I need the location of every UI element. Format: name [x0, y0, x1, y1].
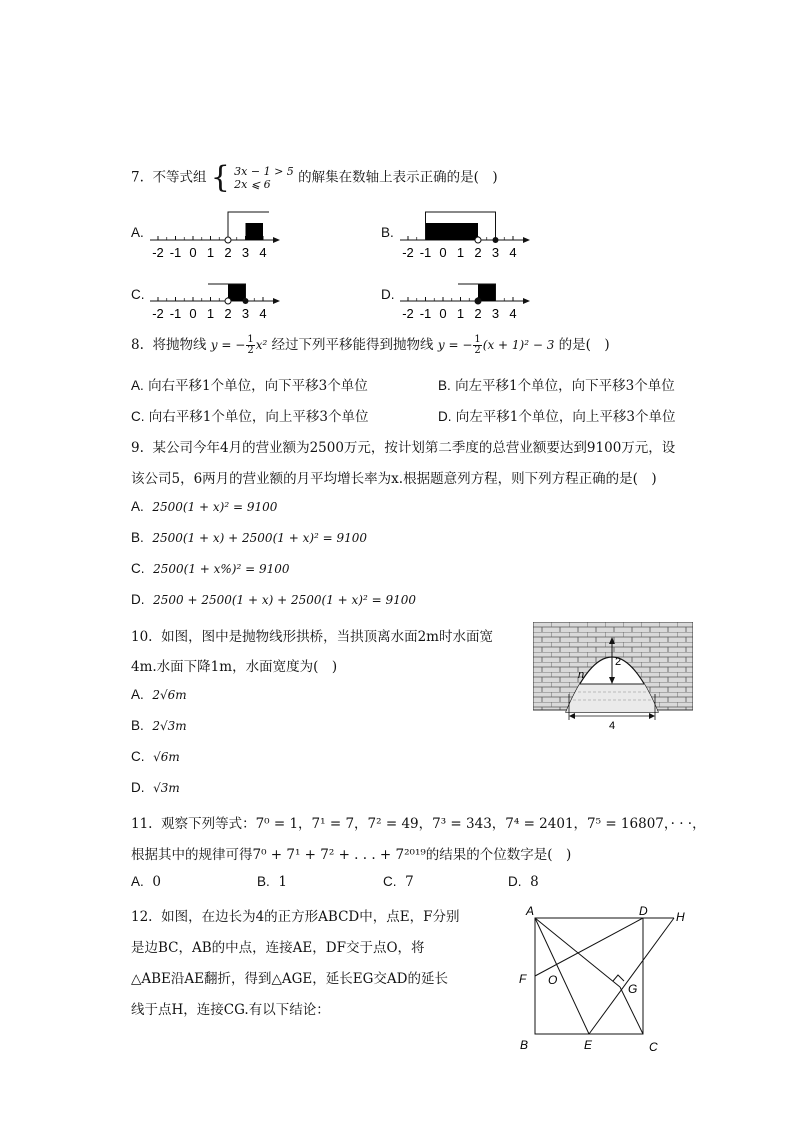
q10-stem-line-2: 4m.水面下降1m，水面宽度为( ) — [131, 659, 338, 675]
number-line-tick-label: -2 — [152, 306, 164, 321]
q10-option-c[interactable]: C. √6m — [131, 749, 180, 764]
right-angle-mark — [613, 975, 624, 981]
number-line-tick-label: 0 — [189, 245, 197, 260]
height-label: 2 — [615, 656, 622, 668]
svg-text:O: O — [548, 973, 558, 987]
q12-stem-line-1: 12. 如图，在边长为4的正方形ABCD中，点E，F分别 — [131, 909, 460, 925]
number-line-tick-label: 3 — [491, 306, 500, 321]
solution-shade — [426, 223, 479, 240]
q11-option-d[interactable]: D. 8 — [508, 874, 539, 890]
solid-dot — [493, 237, 499, 243]
q7-option-a-label[interactable]: A. — [131, 225, 144, 240]
q12-stem-line-3: △ABE沿AE翻折，得到△AGE，延长EG交AD的延长 — [131, 971, 448, 987]
q8-frac-1: $\frac{1}{2}$ — [247, 334, 254, 356]
number-line-tick-label: 3 — [241, 245, 250, 260]
open-dot — [475, 237, 481, 243]
q8-option-c[interactable]: C. 向右平移1个单位，向上平移3个单位 — [131, 409, 369, 425]
q8-eq2-suffix: (x + 1)² − 3 — [482, 338, 555, 352]
q10-option-d[interactable]: D. √3m — [131, 780, 180, 795]
number-line-tick-label: 2 — [224, 245, 232, 260]
q9-option-d[interactable]: D. 2500 + 2500(1 + x) + 2500(1 + x)² = 9100 — [131, 592, 417, 607]
svg-text:C: C — [649, 1040, 658, 1054]
q11-stem-line-2: 根据其中的规律可得7⁰ + 7¹ + 7² + . . . + 7²⁰¹⁹的结果的个位数字是( ) — [131, 847, 572, 863]
q11-number: 11. — [131, 816, 153, 832]
number-line-tick-label: 2 — [474, 306, 482, 321]
number-line-tick-label: 4 — [509, 306, 517, 321]
number-line-tick-label: 1 — [206, 245, 215, 260]
q7-number: 7. — [131, 169, 144, 186]
number-line-tick-label: -2 — [402, 306, 414, 321]
number-line-tick-label: 1 — [456, 306, 465, 321]
q8-text-2: 经过下列平移能得到抛物线 — [271, 337, 434, 353]
open-dot — [225, 298, 231, 304]
number-line-arrow — [523, 298, 530, 304]
q7-option-b-numberline — [398, 205, 538, 263]
segment-ae — [535, 918, 589, 1034]
number-line-tick-label: 0 — [189, 306, 197, 321]
svg-text:F: F — [519, 972, 527, 986]
q12-number: 12. — [131, 909, 153, 925]
number-line-tick-label: -1 — [169, 306, 182, 321]
q11-stem-line-1: 11. 观察下列等式：7⁰ = 1，7¹ = 7，7² = 49，7³ = 343，7⁴ = 2401，7⁵ = 16807，· · ·， — [131, 816, 706, 832]
q9-option-c[interactable]: C. 2500(1 + x%)² = 9100 — [131, 561, 290, 576]
q8-stem — [131, 333, 610, 356]
q8-option-b[interactable]: B. 向左平移1个单位，向下平移3个单位 — [438, 378, 675, 394]
number-line-tick-label: -1 — [419, 306, 432, 321]
number-line-tick-label: 1 — [206, 306, 215, 321]
q8-text-3: 的是( ) — [558, 337, 610, 353]
number-line-tick-label: 0 — [439, 306, 447, 321]
number-line-tick-label: 4 — [259, 245, 267, 260]
svg-text:A: A — [526, 904, 535, 918]
number-line-tick-label: -2 — [402, 245, 414, 260]
open-dot — [225, 237, 231, 243]
q12-stem-line-2: 是边BC，AB的中点，连接AE，DF交于点O，将 — [131, 940, 425, 956]
q9-stem-line-1: 9. 某公司今年4月的营业额为2500万元，按计划第二季度的总营业额要达到9100万元，设 — [131, 440, 676, 456]
number-line-tick-label: 4 — [509, 245, 517, 260]
q9-option-a[interactable]: A. 2500(1 + x)² = 9100 — [131, 499, 278, 514]
segment-df — [535, 918, 643, 976]
q8-eq2-prefix: y = − — [437, 338, 473, 352]
q7-text-after: 的解集在数轴上表示正确的是( ) — [298, 169, 498, 186]
q7-inequality-2: 2x ⩽ 6 — [234, 178, 271, 191]
q10-option-b[interactable]: B. 2√3m — [131, 718, 187, 733]
q8-number: 8. — [131, 337, 144, 353]
svg-text:B: B — [520, 1038, 529, 1052]
q7-inequality-1: 3x − 1 > 5 — [234, 165, 294, 178]
q12-square-figure — [512, 904, 702, 1056]
svg-text:D: D — [639, 904, 648, 918]
q11-option-b[interactable]: B. 1 — [257, 874, 287, 890]
q11-option-c[interactable]: C. 7 — [383, 874, 414, 890]
q7-text-before: 不等式组 — [152, 169, 207, 186]
solid-dot — [243, 298, 249, 304]
q10-arch-bridge-figure — [533, 622, 693, 734]
q8-eq1-prefix: y = − — [210, 338, 246, 352]
segment-eh — [589, 918, 674, 1034]
q8-option-a[interactable]: A. 向右平移1个单位，向下平移3个单位 — [131, 378, 368, 394]
q7-option-c-label[interactable]: C. — [131, 287, 145, 302]
solid-dot — [475, 298, 481, 304]
q10-option-a[interactable]: A. 2√6m — [131, 687, 187, 702]
svg-text:E: E — [584, 1038, 593, 1052]
q7-inequality-system — [234, 165, 294, 191]
q7-option-d-label[interactable]: D. — [381, 287, 395, 302]
svg-text:G: G — [628, 982, 638, 996]
number-line-tick-label: 0 — [439, 245, 447, 260]
q7-option-a-numberline — [148, 205, 288, 263]
number-line-tick-label: 1 — [456, 245, 465, 260]
solution-shade — [478, 284, 496, 301]
q10-stem-line-1: 10. 如图，图中是抛物线形拱桥，当拱顶离水面2m时水面宽 — [131, 629, 493, 645]
number-line-tick-label: -2 — [152, 245, 164, 260]
number-line-arrow — [523, 237, 530, 243]
number-line-arrow — [273, 237, 280, 243]
q9-option-b[interactable]: B. 2500(1 + x) + 2500(1 + x)² = 9100 — [131, 530, 368, 545]
q7-option-c-numberline — [148, 266, 288, 324]
q8-text-1: 将抛物线 — [152, 337, 207, 353]
number-line-tick-label: 2 — [474, 245, 482, 260]
svg-text:H: H — [676, 910, 685, 924]
number-line-tick-label: 4 — [259, 306, 267, 321]
solution-shade — [246, 223, 264, 240]
q8-option-d[interactable]: D. 向左平移1个单位，向上平移3个单位 — [438, 409, 676, 425]
q9-stem-line-2: 该公司5，6两月的营业额的月平均增长率为x.根据题意列方程，则下列方程正确的是( ) — [131, 471, 657, 487]
number-line-tick-label: 2 — [224, 306, 232, 321]
number-line-tick-label: -1 — [419, 245, 432, 260]
solution-shade — [228, 284, 246, 301]
number-line-tick-label: -1 — [169, 245, 182, 260]
n-label: n — [578, 669, 585, 681]
q7-option-d-numberline — [398, 266, 538, 324]
number-line-arrow — [273, 298, 280, 304]
q8-eq1-suffix: x² — [255, 338, 268, 352]
q12-stem-line-4: 线于点H，连接CG.有以下结论： — [131, 1002, 330, 1018]
number-line-tick-label: 3 — [241, 306, 250, 321]
q11-option-a[interactable]: A. 0 — [131, 874, 161, 890]
q7-option-b-label[interactable]: B. — [381, 225, 394, 240]
q9-number: 9. — [131, 440, 144, 456]
q8-frac-2: $\frac{1}{2}$ — [474, 334, 481, 356]
q7-stem: 7. 不等式组 { 3x − 1 > 5 2x ⩽ 6 的解集在数轴上表示正确的是( ) — [131, 160, 498, 195]
q10-number: 10. — [131, 629, 153, 645]
number-line-tick-label: 3 — [491, 245, 500, 260]
width-label: 4 — [609, 720, 616, 732]
